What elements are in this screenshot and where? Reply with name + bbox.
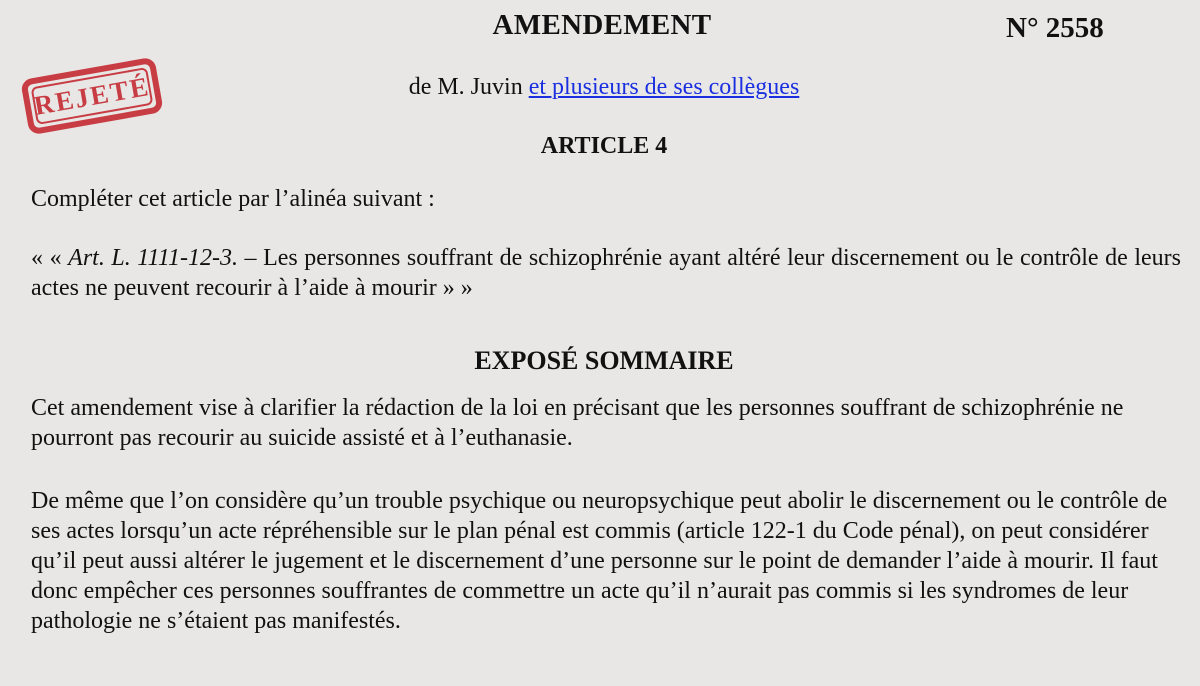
amendment-body: – Les personnes souffrant de schizophrénie ayant altéré leur discernement ou le contrôle de leurs actes ne peuvent recourir à l’aide à mourir » » xyxy=(31,245,1182,301)
authors-prefix: de M. Juvin xyxy=(408,74,523,100)
amendment-quote-open: « « xyxy=(31,245,62,271)
amendment-text xyxy=(31,243,1181,303)
summary-paragraph-2: De même que l’on considère qu’un trouble psychique ou neuropsychique peut abolir le discernement ou le contrôle de ses actes lorsqu’un acte répréhensible sur le plan pénal est commis (article 122-1 du Code pénal), on peut considérer qu’il peut aussi altérer le jugement et le discernement d’une personne sur le point de demander l’aide à mourir. Il faut donc empêcher ces personnes souffrantes de commettre un acte qu’il n’aurait pas commis si les syndromes de leur pathologie ne s’étaient pas manifestés. xyxy=(31,488,1168,634)
amendment-number: N° 2558 xyxy=(1006,12,1104,44)
document-title: AMENDEMENT xyxy=(492,9,712,41)
summary-heading: EXPOSÉ SOMMAIRE xyxy=(474,346,734,375)
article-instruction: Compléter cet article par l’alinéa suivant : xyxy=(31,186,435,212)
summary-paragraph-1: Cet amendement vise à clarifier la rédaction de la loi en précisant que les personnes souffrant de schizophrénie ne pourront pas recourir au suicide assisté et à l’euthanasie. xyxy=(31,395,1124,451)
co-authors-link[interactable]: et plusieurs de ses collègues xyxy=(528,74,800,100)
authors-line xyxy=(0,74,1200,101)
article-heading: ARTICLE 4 xyxy=(540,133,668,159)
rejected-stamp-label: REJETÉ xyxy=(31,70,153,121)
article-reference: Art. L. 1111-12-3. xyxy=(68,245,238,271)
